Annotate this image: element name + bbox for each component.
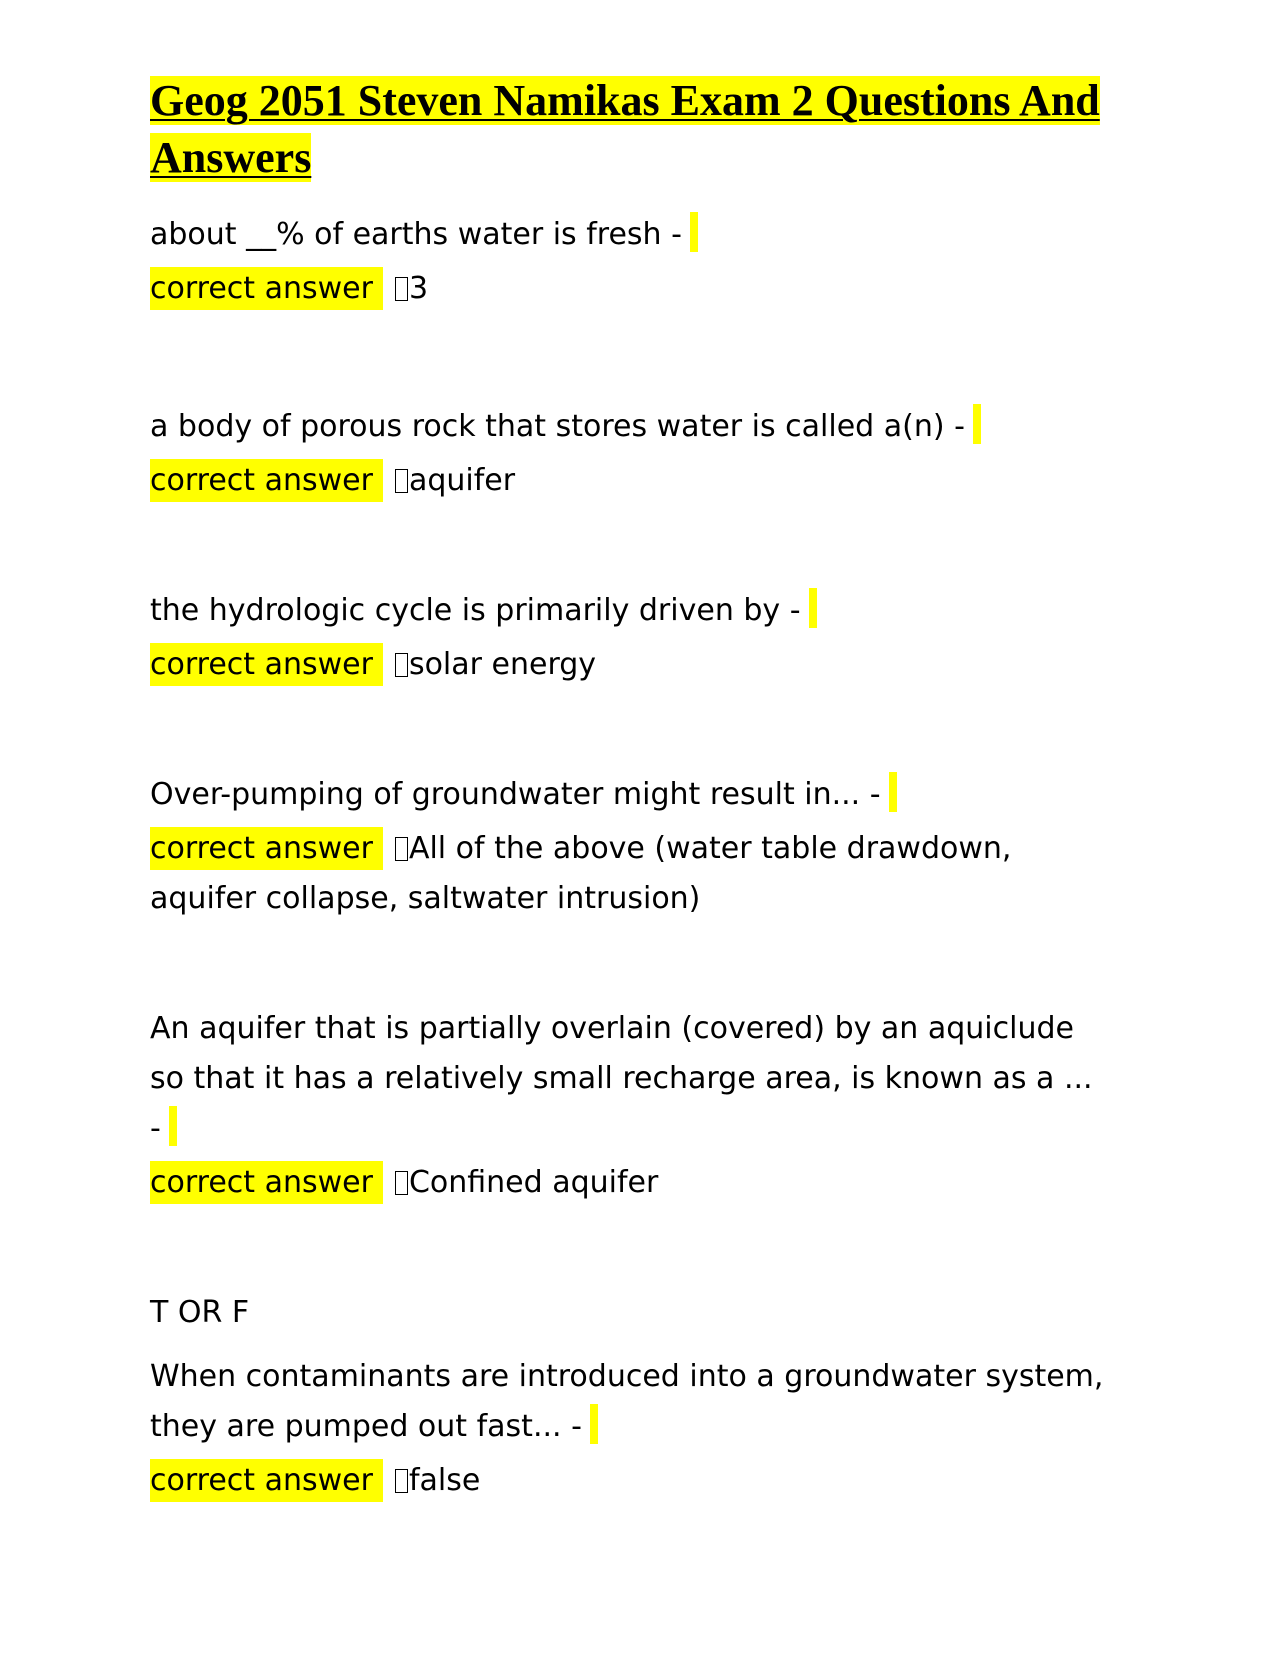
missing-glyph-icon bbox=[395, 1171, 408, 1195]
qa-item-1 bbox=[150, 210, 1110, 314]
missing-glyph-icon bbox=[395, 277, 408, 301]
answer-text: Confined aquifer bbox=[408, 1165, 659, 1200]
question-label: When contaminants are introduced into a groundwater system, they are pumped out fast... - bbox=[150, 1359, 1104, 1444]
qa-item-4 bbox=[150, 770, 1110, 924]
question-text bbox=[150, 586, 1110, 636]
answer-text: aquifer bbox=[408, 463, 516, 498]
answer-label: correct answer bbox=[150, 1161, 383, 1204]
answer-line bbox=[150, 824, 1110, 924]
highlight-marker bbox=[973, 404, 981, 444]
document-title bbox=[150, 72, 1110, 186]
answer-line bbox=[150, 1456, 1110, 1506]
qa-item-5 bbox=[150, 1004, 1110, 1208]
answer-label: correct answer bbox=[150, 643, 383, 686]
answer-label: correct answer bbox=[150, 459, 383, 502]
question-text bbox=[150, 1352, 1110, 1452]
missing-glyph-icon bbox=[395, 469, 408, 493]
question-text bbox=[150, 402, 1110, 452]
highlight-marker bbox=[809, 588, 817, 628]
highlight-marker bbox=[889, 772, 897, 812]
question-label: about __% of earths water is fresh - bbox=[150, 217, 682, 252]
answer-text: 3 bbox=[408, 271, 429, 306]
answer-line bbox=[150, 264, 1110, 314]
missing-glyph-icon bbox=[395, 837, 408, 861]
highlight-marker bbox=[169, 1106, 177, 1146]
highlight-marker bbox=[590, 1404, 598, 1444]
document-title-text: Geog 2051 Steven Namikas Exam 2 Questions And Answers bbox=[150, 76, 1100, 182]
answer-label: correct answer bbox=[150, 1459, 383, 1502]
answer-label: correct answer bbox=[150, 827, 383, 870]
question-label: An aquifer that is partially overlain (covered) by an aquiclude so that it has a relatively small recharge area, is known as a ... - bbox=[150, 1011, 1093, 1146]
answer-text: solar energy bbox=[408, 647, 597, 682]
qa-item-2 bbox=[150, 402, 1110, 506]
missing-glyph-icon bbox=[395, 1469, 408, 1493]
answer-label: correct answer bbox=[150, 267, 383, 310]
question-text bbox=[150, 210, 1110, 260]
question-text bbox=[150, 1004, 1110, 1154]
question-text bbox=[150, 770, 1110, 820]
missing-glyph-icon bbox=[395, 653, 408, 677]
answer-line bbox=[150, 640, 1110, 690]
answer-text: false bbox=[408, 1463, 481, 1498]
question-label: a body of porous rock that stores water is called a(n) - bbox=[150, 409, 965, 444]
document-page bbox=[150, 72, 1110, 1506]
question-prefix: T OR F bbox=[150, 1295, 250, 1330]
question-label: Over-pumping of groundwater might result in... - bbox=[150, 777, 881, 812]
question-label: the hydrologic cycle is primarily driven by - bbox=[150, 593, 801, 628]
qa-item-6 bbox=[150, 1288, 1110, 1506]
qa-item-3 bbox=[150, 586, 1110, 690]
answer-text: All of the above (water table drawdown, aquifer collapse, saltwater intrusion) bbox=[150, 831, 1012, 916]
highlight-marker bbox=[690, 212, 698, 252]
answer-line bbox=[150, 456, 1110, 506]
answer-line bbox=[150, 1158, 1110, 1208]
